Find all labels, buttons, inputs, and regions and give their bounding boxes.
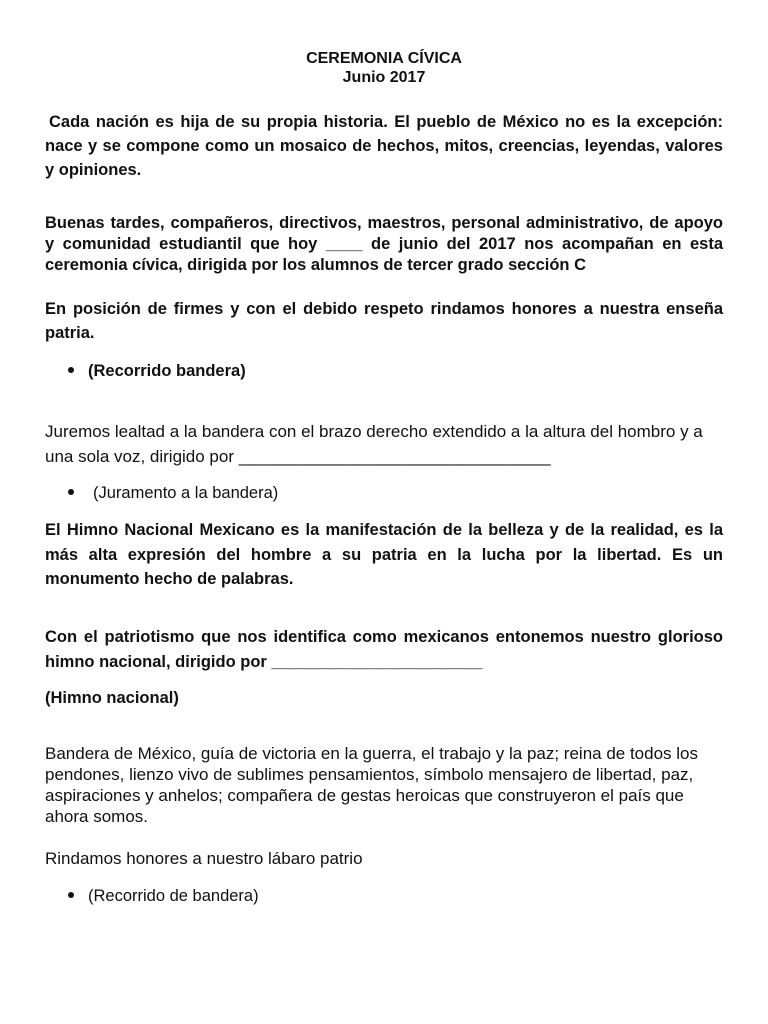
welcome-paragraph: Buenas tardes, compañeros, directivos, maestros, personal administrativo, de apoyo y comunidad estudiantil que hoy ____ de junio del 2017 nos acompañan en esta ceremonia cívica, dirigida por los alumnos de tercer grado sección C (45, 214, 723, 274)
firmes-paragraph: En posición de firmes y con el debido respeto rindamos honores a nuestra enseña patria. (45, 300, 723, 342)
himno-nacional-label: (Himno nacional) (45, 689, 179, 707)
himno-description-paragraph: El Himno Nacional Mexicano es la manifestación de la belleza y de la realidad, es la más alta expresión del hombre a su patria en la lucha por la libertad. Es un monumento hecho de palabras. (45, 521, 723, 588)
bullet-text: (Recorrido de bandera) (88, 887, 259, 905)
bullet-recorrido-bandera (68, 360, 668, 382)
bandera-paragraph: Bandera de México, guía de victoria en la guerra, el trabajo y la paz; reina de todos los pendones, lienzo vivo de sublimes pensamientos, símbolo mensajero de libertad, paz, aspiraciones y anhelos; compañera de gestas heroicas que construyeron el país que ahora somos. (45, 744, 698, 826)
bullet-text: (Juramento a la bandera) (93, 484, 279, 502)
juremos-paragraph: Juremos lealtad a la bandera con el brazo derecho extendido a la altura del hombro y a una sola voz, dirigido por _________________________________ (45, 422, 703, 466)
bullet-dot (68, 892, 74, 898)
patriotismo-paragraph: Con el patriotismo que nos identifica como mexicanos entonemos nuestro glorioso himno nacional, dirigido por _______________________ (45, 628, 723, 671)
document-title: CEREMONIA CÍVICA (306, 50, 462, 67)
bullet-text: (Recorrido bandera) (88, 362, 246, 380)
bullet-dot (68, 489, 74, 495)
rindamos-paragraph: Rindamos honores a nuestro lábaro patrio (45, 849, 363, 868)
intro-paragraph: Cada nación es hija de su propia historia. El pueblo de México no es la excepción: nace y se compone como un mosaico de hechos, mitos, creencias, leyendas, valores y opiniones. (45, 113, 723, 179)
bullet-dot (68, 367, 74, 373)
document-subtitle: Junio 2017 (342, 69, 426, 86)
bullet-recorrido-de-bandera (68, 885, 668, 907)
bullet-juramento (68, 482, 668, 504)
